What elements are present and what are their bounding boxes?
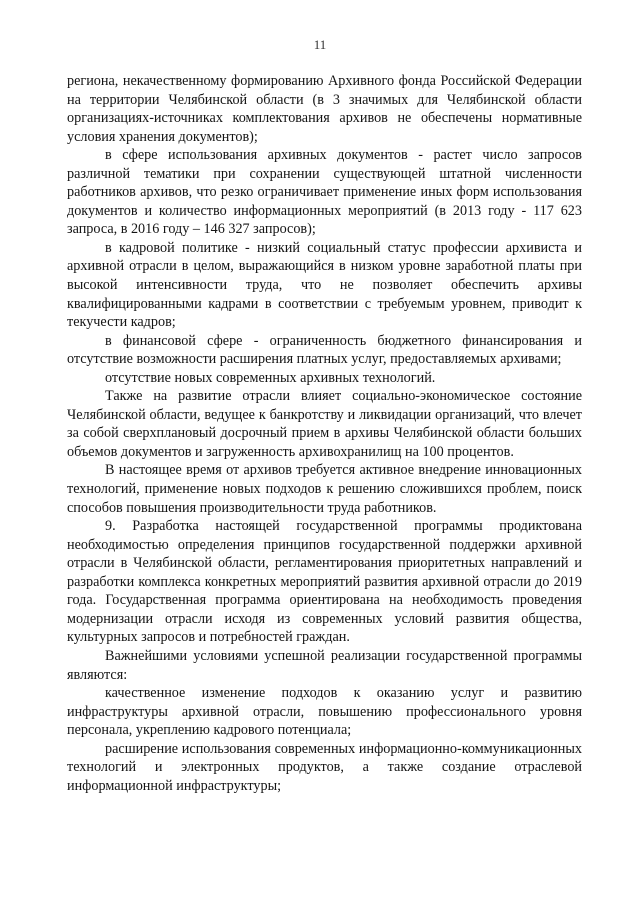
paragraph: Важнейшими условиями успешной реализации государственной программы являются: [67, 647, 582, 683]
document-body [67, 72, 582, 795]
paragraph: расширение использования современных информационно-коммуникационных технологий и электронных продуктов, а также создание отраслевой информационной инфраструктуры; [67, 740, 582, 794]
paragraph: Также на развитие отрасли влияет социально-экономическое состояние Челябинской области, ведущее к банкротству и ликвидации организаций, что влечет за собой сверхплановый досрочный прием в архивы Челябинской области больших объемов документов и загруженность архивохранилищ на 100 процентов. [67, 388, 582, 460]
paragraph: отсутствие новых современных архивных технологий. [105, 369, 436, 386]
paragraph: в финансовой сфере - ограниченность бюджетного финансирования и отсутствие возможности расширения платных услуг, предоставляемых архивами; [67, 332, 582, 368]
paragraph: В настоящее время от архивов требуется активное внедрение инновационных технологий, применение новых подходов к решению сложившихся проблем, поиск способов повышения производительности труда работников. [67, 462, 582, 516]
paragraph: в кадровой политике - низкий социальный статус профессии архивиста и архивной отрасли в целом, выражающийся в низком уровне заработной платы при высокой интенсивности труда, что не позволяет обеспечить архивы квалифицированными кадрами в соответствии с требуемым уровнем, приводит к текучести кадров; [67, 239, 582, 331]
paragraph: 9. Разработка настоящей государственной программы продиктована необходимостью определения принципов государственной поддержки архивной отрасли в Челябинской области, регламентирования приоритетных направлений и разработки комплекса конкретных мероприятий развития архивной отрасли до 2019 года. Государственная программа ориентирована на необходимость проведения модернизации отрасли исходя из современных условий развития общества, культурных запросов и потребностей граждан. [67, 518, 582, 646]
paragraph: качественное изменение подходов к оказанию услуг и развитию инфраструктуры архивной отрасли, повышению профессионального уровня персонала, укреплению кадрового потенциала; [67, 685, 582, 739]
paragraph: в сфере использования архивных документов - растет число запросов различной тематики при сохранении существующей штатной численности работников архивов, что резко ограничивает применение иных форм использования документов и количество информационных мероприятий (в 2013 году - 117 623 запроса, в 2016 году – 146 327 запросов); [67, 147, 582, 238]
page-number: 11 [313, 37, 327, 52]
paragraph: региона, некачественному формированию Архивного фонда Российской Федерации на территории Челябинской области (в 3 значимых для Челябинской области организациях-источниках комплектования архивов не обеспечены нормативные условия хранения документов); [67, 73, 582, 145]
